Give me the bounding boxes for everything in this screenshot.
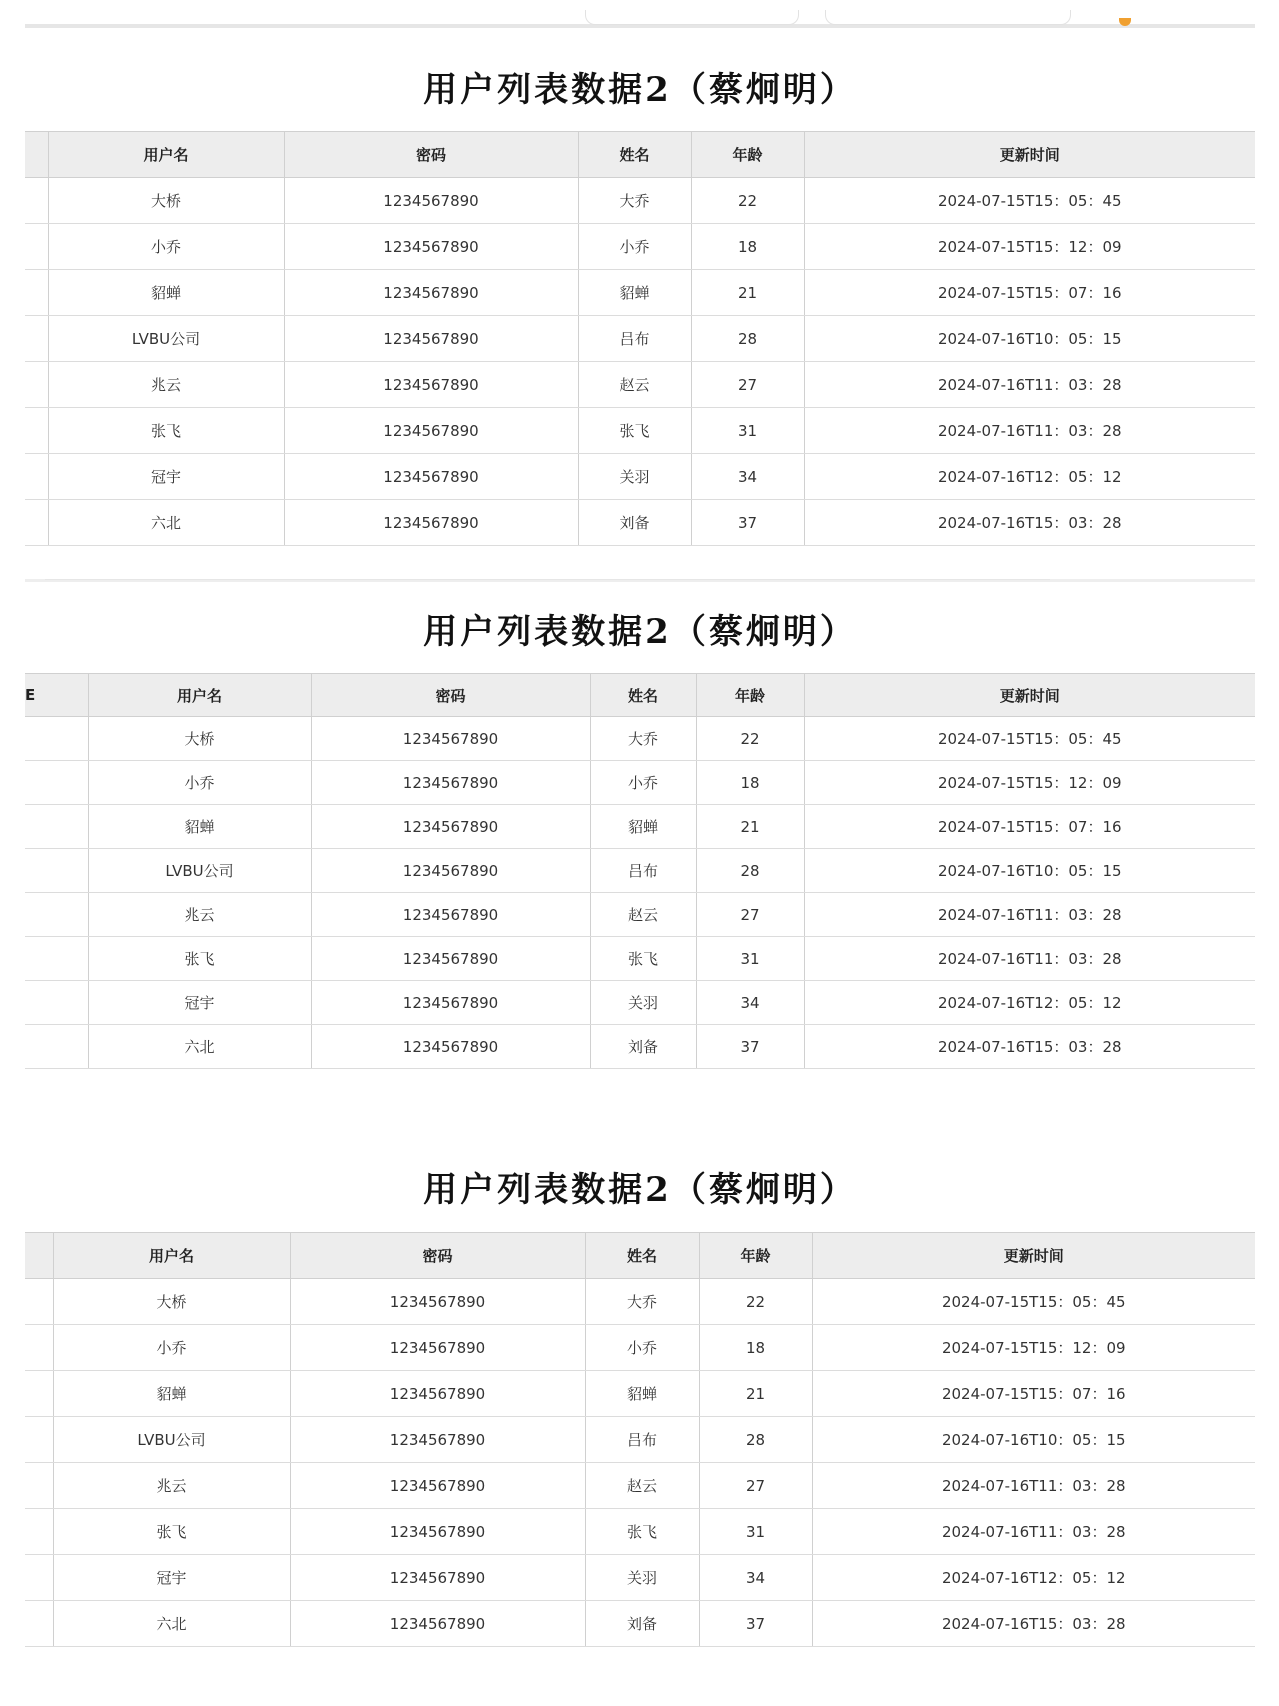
name-cell: 关羽 [590,981,696,1025]
update-time-cell: 2024-07-15T15：05：45 [812,1279,1255,1325]
name-cell: 大乔 [585,1279,699,1325]
row-stub-cell [25,270,48,316]
table-header-row [25,1233,1255,1279]
age-cell: 22 [699,1279,812,1325]
age-cell: 18 [696,761,804,805]
row-stub-cell [25,717,88,761]
name-cell: 关羽 [578,454,691,500]
update-time-cell: 2024-07-16T11：03：28 [804,893,1255,937]
update-time-cell: 2024-07-16T12：05：12 [804,454,1255,500]
row-stub-cell [25,316,48,362]
table-row[interactable] [25,178,1255,224]
header-age[interactable]: 年龄 [696,674,804,717]
user-table [25,131,1255,546]
password-cell: 1234567890 [290,1371,585,1417]
header-username[interactable]: 用户名 [88,674,311,717]
age-cell: 27 [699,1463,812,1509]
user-list-section-2 [25,590,1255,1090]
header-stub: E [25,674,88,717]
age-cell: 37 [691,500,804,546]
row-stub-cell [25,1025,88,1069]
age-cell: 31 [691,408,804,454]
username-cell: 张飞 [88,937,311,981]
table-row[interactable] [25,408,1255,454]
header-username[interactable]: 用户名 [48,132,284,178]
password-cell: 1234567890 [284,316,578,362]
age-cell: 37 [696,1025,804,1069]
section-title: 用户列表数据2（蔡炯明） [423,1170,857,1210]
row-stub-cell [25,1279,53,1325]
username-cell: 六北 [53,1601,290,1647]
table-row[interactable] [25,893,1255,937]
table-row[interactable] [25,1325,1255,1371]
row-stub-cell [25,178,48,224]
password-cell: 1234567890 [284,178,578,224]
update-time-cell: 2024-07-16T15：03：28 [812,1601,1255,1647]
update-time-cell: 2024-07-15T15：07：16 [804,805,1255,849]
age-cell: 37 [699,1601,812,1647]
username-cell: 六北 [88,1025,311,1069]
name-cell: 小乔 [578,224,691,270]
name-cell: 刘备 [585,1601,699,1647]
row-stub-cell [25,805,88,849]
header-password[interactable]: 密码 [311,674,590,717]
age-cell: 18 [691,224,804,270]
row-stub-cell [25,761,88,805]
age-cell: 28 [691,316,804,362]
password-cell: 1234567890 [290,1279,585,1325]
update-time-cell: 2024-07-16T12：05：12 [804,981,1255,1025]
section-title: 用户列表数据2（蔡炯明） [423,70,857,110]
user-table [25,673,1255,1069]
section-title: 用户列表数据2（蔡炯明） [423,612,857,652]
update-time-cell: 2024-07-15T15：12：09 [804,761,1255,805]
table-row[interactable] [25,717,1255,761]
name-cell: 大乔 [578,178,691,224]
username-cell: 大桥 [88,717,311,761]
username-cell: 小乔 [53,1325,290,1371]
username-cell: 冠宇 [53,1555,290,1601]
password-cell: 1234567890 [290,1463,585,1509]
update-time-cell: 2024-07-16T10：05：15 [804,849,1255,893]
header-update-time[interactable]: 更新时间 [804,674,1255,717]
name-cell: 小乔 [585,1325,699,1371]
username-cell: 兆云 [88,893,311,937]
username-cell: 张飞 [48,408,284,454]
row-stub-cell [25,454,48,500]
password-cell: 1234567890 [311,717,590,761]
update-time-cell: 2024-07-16T10：05：15 [804,316,1255,362]
username-cell: 大桥 [48,178,284,224]
table-row[interactable] [25,1463,1255,1509]
table-header-row [25,674,1255,717]
section-divider [25,579,1255,582]
user-list-section-3 [25,1150,1255,1670]
user-table [25,1232,1255,1647]
username-cell: 大桥 [53,1279,290,1325]
username-cell: 貂蝉 [53,1371,290,1417]
name-cell: 张飞 [590,937,696,981]
username-cell: 小乔 [48,224,284,270]
table-row[interactable] [25,1279,1255,1325]
header-name[interactable]: 姓名 [578,132,691,178]
update-time-cell: 2024-07-16T10：05：15 [812,1417,1255,1463]
toolbar-input-fragment[interactable] [585,10,799,25]
row-stub-cell [25,1417,53,1463]
name-cell: 吕布 [578,316,691,362]
age-cell: 21 [696,805,804,849]
table-row[interactable] [25,981,1255,1025]
name-cell: 小乔 [590,761,696,805]
age-cell: 27 [691,362,804,408]
update-time-cell: 2024-07-16T11：03：28 [804,937,1255,981]
header-password[interactable]: 密码 [290,1233,585,1279]
username-cell: 张飞 [53,1509,290,1555]
update-time-cell: 2024-07-16T15：03：28 [804,1025,1255,1069]
username-cell: LVBU公司 [88,849,311,893]
header-name[interactable]: 姓名 [585,1233,699,1279]
row-stub-cell [25,500,48,546]
age-cell: 31 [699,1509,812,1555]
age-cell: 34 [696,981,804,1025]
row-stub-cell [25,981,88,1025]
header-age[interactable]: 年龄 [691,132,804,178]
update-time-cell: 2024-07-16T11：03：28 [804,362,1255,408]
table-row[interactable] [25,1371,1255,1417]
name-cell: 张飞 [585,1509,699,1555]
password-cell: 1234567890 [290,1325,585,1371]
row-stub-cell [25,1555,53,1601]
name-cell: 赵云 [585,1463,699,1509]
table-row[interactable] [25,316,1255,362]
password-cell: 1234567890 [284,224,578,270]
password-cell: 1234567890 [311,849,590,893]
table-row[interactable] [25,454,1255,500]
age-cell: 34 [699,1555,812,1601]
update-time-cell: 2024-07-15T15：05：45 [804,717,1255,761]
update-time-cell: 2024-07-15T15：07：16 [804,270,1255,316]
table-row[interactable] [25,937,1255,981]
row-stub-cell [25,937,88,981]
username-cell: LVBU公司 [53,1417,290,1463]
toolbar-input-fragment[interactable] [825,10,1071,25]
row-stub-cell [25,1325,53,1371]
name-cell: 关羽 [585,1555,699,1601]
name-cell: 貂蝉 [590,805,696,849]
update-time-cell: 2024-07-16T11：03：28 [812,1509,1255,1555]
name-cell: 貂蝉 [578,270,691,316]
row-stub-cell [25,849,88,893]
header-name[interactable]: 姓名 [590,674,696,717]
header-age[interactable]: 年龄 [699,1233,812,1279]
row-stub-cell [25,224,48,270]
table-row[interactable] [25,362,1255,408]
username-cell: 貂蝉 [88,805,311,849]
header-update-time[interactable]: 更新时间 [812,1233,1255,1279]
age-cell: 34 [691,454,804,500]
age-cell: 22 [691,178,804,224]
username-cell: 小乔 [88,761,311,805]
name-cell: 赵云 [578,362,691,408]
update-time-cell: 2024-07-16T11：03：28 [804,408,1255,454]
password-cell: 1234567890 [311,761,590,805]
header-password[interactable]: 密码 [284,132,578,178]
password-cell: 1234567890 [284,362,578,408]
update-time-cell: 2024-07-15T15：07：16 [812,1371,1255,1417]
row-stub-cell [25,408,48,454]
age-cell: 31 [696,937,804,981]
name-cell: 赵云 [590,893,696,937]
username-cell: LVBU公司 [48,316,284,362]
password-cell: 1234567890 [284,500,578,546]
age-cell: 21 [691,270,804,316]
age-cell: 27 [696,893,804,937]
table-row[interactable] [25,224,1255,270]
username-cell: 冠宇 [48,454,284,500]
username-cell: 兆云 [53,1463,290,1509]
header-stub [25,132,48,178]
age-cell: 22 [696,717,804,761]
age-cell: 21 [699,1371,812,1417]
name-cell: 大乔 [590,717,696,761]
user-list-section-1 [25,52,1255,562]
password-cell: 1234567890 [311,981,590,1025]
top-cropped-toolbar [25,0,1255,32]
age-cell: 28 [696,849,804,893]
table-row[interactable] [25,270,1255,316]
age-cell: 28 [699,1417,812,1463]
username-cell: 貂蝉 [48,270,284,316]
table-row[interactable] [25,1555,1255,1601]
update-time-cell: 2024-07-16T11：03：28 [812,1463,1255,1509]
password-cell: 1234567890 [311,893,590,937]
row-stub-cell [25,1463,53,1509]
name-cell: 刘备 [590,1025,696,1069]
age-cell: 18 [699,1325,812,1371]
password-cell: 1234567890 [284,270,578,316]
password-cell: 1234567890 [311,1025,590,1069]
update-time-cell: 2024-07-15T15：05：45 [804,178,1255,224]
password-cell: 1234567890 [311,805,590,849]
password-cell: 1234567890 [290,1417,585,1463]
table-row[interactable] [25,1025,1255,1069]
name-cell: 刘备 [578,500,691,546]
row-stub-cell [25,1371,53,1417]
table-row[interactable] [25,1509,1255,1555]
update-time-cell: 2024-07-15T15：12：09 [804,224,1255,270]
table-row[interactable] [25,1601,1255,1647]
password-cell: 1234567890 [290,1601,585,1647]
header-update-time[interactable]: 更新时间 [804,132,1255,178]
row-stub-cell [25,362,48,408]
username-cell: 六北 [48,500,284,546]
password-cell: 1234567890 [311,937,590,981]
header-stub [25,1233,53,1279]
update-time-cell: 2024-07-15T15：12：09 [812,1325,1255,1371]
name-cell: 吕布 [585,1417,699,1463]
password-cell: 1234567890 [290,1555,585,1601]
row-stub-cell [25,1509,53,1555]
row-stub-cell [25,893,88,937]
name-cell: 吕布 [590,849,696,893]
table-row[interactable] [25,849,1255,893]
password-cell: 1234567890 [284,408,578,454]
row-stub-cell [25,1601,53,1647]
header-username[interactable]: 用户名 [53,1233,290,1279]
table-row[interactable] [25,805,1255,849]
name-cell: 貂蝉 [585,1371,699,1417]
update-time-cell: 2024-07-16T12：05：12 [812,1555,1255,1601]
password-cell: 1234567890 [284,454,578,500]
name-cell: 张飞 [578,408,691,454]
table-row[interactable] [25,1417,1255,1463]
username-cell: 冠宇 [88,981,311,1025]
username-cell: 兆云 [48,362,284,408]
table-row[interactable] [25,761,1255,805]
update-time-cell: 2024-07-16T15：03：28 [804,500,1255,546]
table-row[interactable] [25,500,1255,546]
password-cell: 1234567890 [290,1509,585,1555]
table-header-row [25,132,1255,178]
